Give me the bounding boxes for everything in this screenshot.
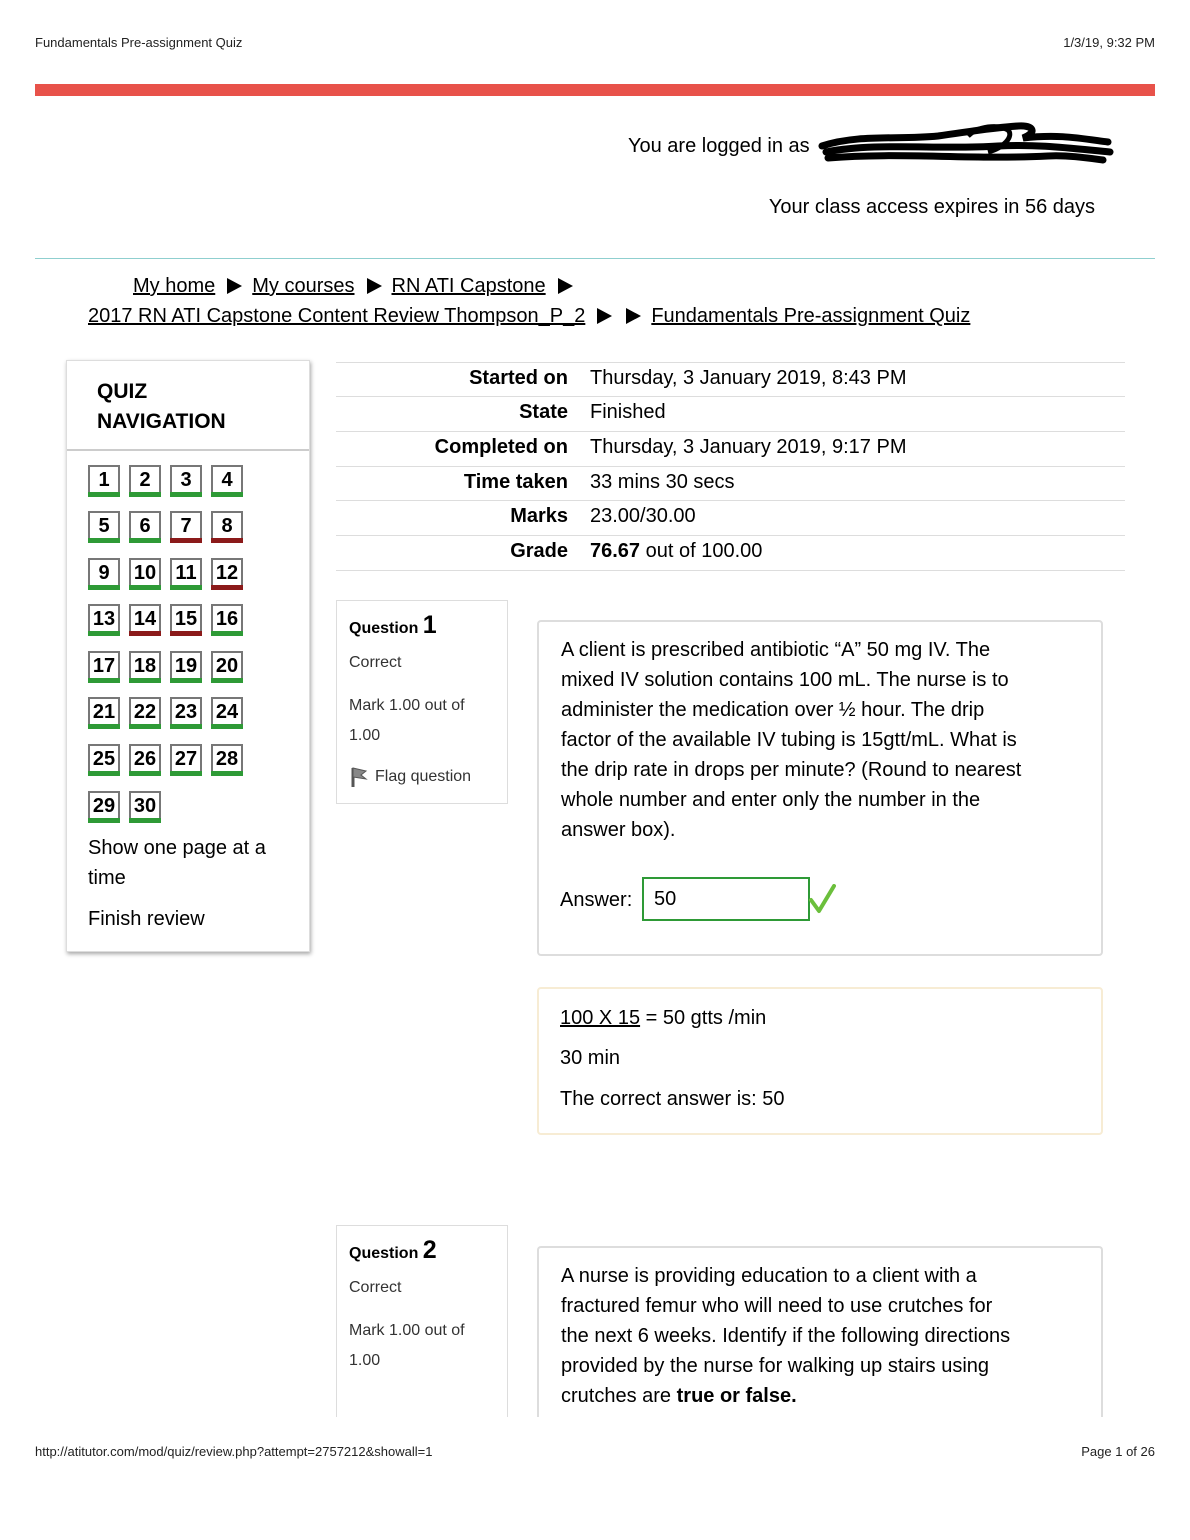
logged-in-text: You are logged in as [628, 135, 810, 157]
question-mark: Mark 1.00 out of 1.00 [349, 697, 465, 744]
breadcrumb-separator-icon [558, 278, 573, 294]
question-number: Question 1 [349, 611, 437, 639]
quiz-navigation-block [66, 360, 310, 952]
print-header-title: Fundamentals Pre-assignment Quiz [35, 35, 243, 50]
quiz-nav-question-4[interactable]: 4 [211, 465, 243, 497]
quiz-nav-question-19[interactable]: 19 [170, 651, 202, 683]
quiz-nav-question-21[interactable]: 21 [88, 697, 120, 729]
question-1-text: A client is prescribed antibiotic “A” 50 mg IV. The mixed IV solution contains 100 mL. The nurse is to administer the medication over ½ hour. The drip factor of the available IV tubing is 15gtt/mL. What is the drip rate in drops per minute? (Round to nearest whole number and enter only the number in the answer box). [561, 639, 1022, 841]
quiz-nav-question-27[interactable]: 27 [170, 744, 202, 776]
quiz-nav-question-16[interactable]: 16 [211, 604, 243, 636]
quiz-nav-question-12[interactable]: 12 [211, 558, 243, 590]
answer-label: Answer: [560, 889, 633, 911]
redacted-username [818, 122, 1118, 168]
quiz-nav-question-25[interactable]: 25 [88, 744, 120, 776]
quiz-nav-question-24[interactable]: 24 [211, 697, 243, 729]
quiz-nav-question-13[interactable]: 13 [88, 604, 120, 636]
quiz-nav-question-9[interactable]: 9 [88, 558, 120, 590]
grade-value: 76.67 [590, 540, 641, 562]
quiz-nav-question-26[interactable]: 26 [129, 744, 161, 776]
print-footer-url: http://atitutor.com/mod/quiz/review.php?attempt=2757212&showall=1 [35, 1444, 433, 1459]
breadcrumb-section[interactable]: 2017 RN ATI Capstone Content Review Thompson_P_2 [88, 305, 586, 327]
correct-check-icon [808, 884, 836, 914]
breadcrumb-my-home[interactable]: My home [133, 275, 216, 297]
quiz-nav-question-1[interactable]: 1 [88, 465, 120, 497]
quiz-nav-question-20[interactable]: 20 [211, 651, 243, 683]
breadcrumb-line2 [88, 305, 970, 328]
quiz-nav-question-28[interactable]: 28 [211, 744, 243, 776]
header-divider [35, 258, 1155, 259]
quiz-nav-question-11[interactable]: 11 [170, 558, 202, 590]
finish-review-link[interactable]: Finish review [88, 908, 205, 930]
access-expiry: Your class access expires in 56 days [768, 196, 1095, 218]
breadcrumb-separator-icon [626, 308, 641, 324]
quiz-nav-question-14[interactable]: 14 [129, 604, 161, 636]
breadcrumb-course[interactable]: RN ATI Capstone [391, 275, 546, 297]
flag-question[interactable]: Flag question [349, 762, 471, 792]
quiz-nav-question-29[interactable]: 29 [88, 791, 120, 823]
quiz-navigation-title: QUIZ NAVIGATION [97, 380, 226, 433]
question-2-content [537, 1246, 1103, 1417]
quiz-nav-question-10[interactable]: 10 [129, 558, 161, 590]
question-status: Correct [349, 654, 402, 671]
summary-row-started: Started on Thursday, 3 January 2019, 8:43 PM [336, 362, 1125, 397]
flag-icon [349, 765, 369, 789]
quiz-nav-question-23[interactable]: 23 [170, 697, 202, 729]
summary-row-completed: Completed on Thursday, 3 January 2019, 9:17 PM [336, 431, 1125, 466]
question-number: Question 2 [349, 1236, 437, 1264]
question-1-feedback [537, 987, 1103, 1135]
correct-answer-text: The correct answer is: 50 [560, 1088, 785, 1110]
question-mark: Mark 1.00 out of 1.00 [349, 1322, 465, 1369]
answer-input[interactable]: 50 [642, 877, 810, 921]
print-header-timestamp: 1/3/19, 9:32 PM [1063, 35, 1155, 50]
quiz-nav-question-5[interactable]: 5 [88, 511, 120, 543]
feedback-denominator: 30 min [560, 1047, 621, 1069]
quiz-nav-question-17[interactable]: 17 [88, 651, 120, 683]
breadcrumb-line1 [133, 275, 583, 298]
question-2-info [336, 1225, 508, 1417]
quiz-nav-question-30[interactable]: 30 [129, 791, 161, 823]
summary-row-time: Time taken 33 mins 30 secs [336, 466, 1125, 501]
question-2-text: A nurse is providing education to a client with a fractured femur who will need to use crutches for the next 6 weeks. Identify if the following directions provided by the nurse for walking up stairs using crutches are true or false. [561, 1265, 1011, 1407]
quiz-nav-question-3[interactable]: 3 [170, 465, 202, 497]
breadcrumb-my-courses[interactable]: My courses [252, 275, 355, 297]
quiz-nav-question-2[interactable]: 2 [129, 465, 161, 497]
breadcrumb-separator-icon [367, 278, 382, 294]
quiz-nav-question-18[interactable]: 18 [129, 651, 161, 683]
quiz-nav-question-15[interactable]: 15 [170, 604, 202, 636]
question-1-info [336, 600, 508, 804]
nav-divider [67, 449, 309, 451]
print-footer-page: Page 1 of 26 [1081, 1444, 1155, 1459]
summary-row-grade: Grade 76.67 out of 100.00 [336, 535, 1125, 571]
quiz-nav-question-6[interactable]: 6 [129, 511, 161, 543]
accent-bar [35, 84, 1155, 96]
breadcrumb-separator-icon [597, 308, 612, 324]
quiz-nav-question-22[interactable]: 22 [129, 697, 161, 729]
breadcrumb-separator-icon [227, 278, 242, 294]
feedback-formula: 100 X 15 = 50 gtts /min [560, 1007, 767, 1029]
breadcrumb-quiz[interactable]: Fundamentals Pre-assignment Quiz [651, 305, 971, 327]
quiz-nav-question-8[interactable]: 8 [211, 511, 243, 543]
summary-row-state: State Finished [336, 396, 1125, 431]
show-one-page-link[interactable]: Show one page at a time [88, 837, 266, 889]
summary-row-marks: Marks 23.00/30.00 [336, 500, 1125, 535]
question-status: Correct [349, 1279, 402, 1296]
quiz-nav-question-7[interactable]: 7 [170, 511, 202, 543]
